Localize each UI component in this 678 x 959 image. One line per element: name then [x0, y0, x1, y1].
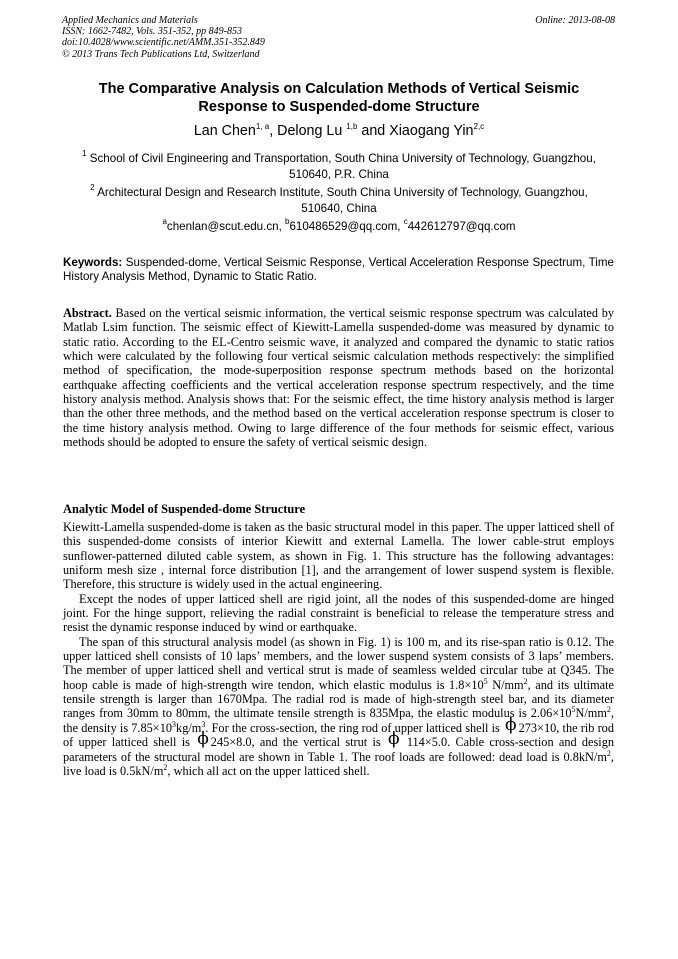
- p3-exp-4: 2: [606, 705, 611, 715]
- abstract-text: Based on the vertical seismic information, the vertical seismic response spectrum was calculated by Matlab Lsim function. The seismic effect of Kiewitt-Lamella suspended-dome was measured by dynamic to static ratio. According to the EL-Centro seismic wave, it analyzed and compared the dynamic to static ratios which were calculated by the following four vertical seismic calculation methods respectively: the simplified method of specification, the mode-superposition response spectrum methods based on the horizontal earthquake affecting coefficients and the vertical acceleration response spectrum respectively, and the time history analysis method. Analysis shows that: For the seismic effect, the time history analysis method is larger than the other three methods, and the method based on the vertical acceleration response spectrum is closer to the time history analysis method. Owing to large difference of the four methods for seismic effect, various methods should be adopted to ensure the safety of vertical seismic design.: [63, 306, 614, 450]
- paper-title: [56, 80, 622, 116]
- author-3: and Xiaogang Yin: [357, 123, 474, 139]
- affiliation-1-line-2: 510640, P.R. China: [289, 168, 389, 181]
- keywords: [63, 256, 614, 285]
- author-1-affil: 1, a: [255, 122, 270, 131]
- journal-name: Applied Mechanics and Materials: [62, 15, 198, 26]
- title-line-2: Response to Suspended-dome Structure: [198, 99, 480, 115]
- email-a-mark: a: [162, 217, 167, 226]
- author-2-affil: 1,b: [346, 122, 358, 131]
- affiliation-2-line-1: Architectural Design and Research Institute, South China University of Technology, Guangzhou,: [94, 186, 588, 199]
- issn-line: ISSN: 1662-7482, Vols. 351-352, pp 849-853: [62, 26, 242, 38]
- p3-exp-7: 2: [606, 748, 611, 758]
- p3-exp-5: 3: [172, 719, 177, 729]
- p3-text-c: , and its ultimate tensile strength is larger than 1670Mpa. The radial rod is made of high-strength steel bar, and its diameter ranges from 30mm to 80mm, the ultimate tensile strength is 835Mpa, the elastic modulus is 2.06×10: [63, 677, 614, 721]
- abstract: [63, 306, 614, 449]
- author-2: , Delong Lu: [269, 123, 347, 139]
- affiliation-2-mark: 2: [90, 183, 95, 192]
- p3-text-l: , which all act on the upper latticed shell.: [167, 763, 370, 778]
- affiliation-1-mark: 1: [82, 149, 87, 158]
- phi-symbol: ϕ: [387, 729, 400, 750]
- paragraph-2: Except the nodes of upper latticed shell are rigid joint, all the nodes of this suspended-dome are hinged joint. For the hinge support, relieving the radial constraint is beneficial to release the temperature stress and resist the dynamic response induced by wind or earthquake.: [63, 591, 614, 635]
- p3-exp-3: 5: [571, 705, 576, 715]
- email-c[interactable]: 442612797@qq.com: [407, 220, 516, 233]
- p3-exp-1: 5: [483, 676, 488, 686]
- p3-text-d: N/mm: [575, 706, 607, 721]
- title-line-1: The Comparative Analysis on Calculation Methods of Vertical Seismic: [98, 81, 580, 97]
- online-date: Online: 2013-08-08: [535, 15, 615, 26]
- p3-text-f: kg/m: [176, 720, 202, 735]
- author-3-affil: 2,c: [473, 122, 485, 131]
- paragraph-3: [63, 635, 614, 778]
- p3-exp-6: 3: [201, 719, 206, 729]
- p3-exp-8: 2: [163, 762, 168, 772]
- author-list: [56, 122, 622, 142]
- affiliation-2-line-2: 510640, China: [301, 202, 377, 215]
- email-b[interactable]: 610486529@qq.com,: [289, 220, 404, 233]
- keywords-text: Suspended-dome, Vertical Seismic Response, Vertical Acceleration Response Spectrum, Time History Analysis Method, Dynamic to Static Ratio.: [63, 256, 614, 284]
- p3-text-h: 273×10, the rib rod of upper latticed shell is: [63, 720, 614, 750]
- doi-line: doi:10.4028/www.scientific.net/AMM.351-352.849: [62, 37, 265, 49]
- abstract-label: Abstract.: [63, 306, 112, 320]
- journal-header: [62, 15, 265, 60]
- p3-exp-2: 2: [523, 676, 528, 686]
- paragraph-1: Kiewitt-Lamella suspended-dome is taken as the basic structural model in this paper. The upper latticed shell of this suspended-dome consists of interior Kiewitt and external Lamella. The lower cable-strut employs sunflower-patterned diluted cable system, as shown in Fig. 1. This structure has the following advantages: uniform mesh size , internal force distribution [1], and the arrangement of lower suspend system is flexible. Therefore, this structure is widely used in the actual engineering.: [63, 520, 614, 592]
- email-c-mark: c: [403, 217, 408, 226]
- p3-text-i: 245×8.0, and the vertical strut is: [210, 735, 386, 750]
- p3-text-k: , live load is 0.5kN/m: [63, 749, 614, 778]
- copyright-line: © 2013 Trans Tech Publications Ltd, Switzerland: [62, 48, 260, 60]
- p3-text-a: The span of this structural analysis model (as shown in Fig. 1) is 100 m, and its rise-span ratio is 0.12. The upper latticed shell consists of 10 laps’ members, and the lower suspend system consists of 3 laps’ members. The member of upper latticed shell and vertical strut is made of seamless welded circular tube at Q345. The hoop cable is made of high-strength wire tendon, which elastic modulus is 1.8×10: [63, 634, 614, 692]
- email-a[interactable]: chenlan@scut.edu.cn,: [166, 220, 286, 233]
- p3-text-b: N/mm: [487, 677, 524, 692]
- phi-symbol: ϕ: [505, 714, 517, 735]
- p3-text-j: 114×5.0. Cable cross-section and design parameters of the structural model are shown in Table 1. The roof loads are followed: dead load is 0.8kN/m: [63, 735, 614, 764]
- section-body: [63, 520, 614, 778]
- p3-text-e: , the density is 7.85×10: [63, 706, 614, 735]
- keywords-label: Keywords:: [63, 256, 123, 269]
- affiliation-1-line-1: School of Civil Engineering and Transportation, South China University of Technology, Guangzhou,: [86, 152, 596, 165]
- author-1: Lan Chen: [193, 123, 256, 139]
- section-heading: Analytic Model of Suspended-dome Structure: [63, 502, 306, 516]
- p3-text-g: . For the cross-section, the ring rod of upper latticed shell is: [205, 720, 504, 735]
- phi-symbol: ϕ: [197, 729, 209, 750]
- author-emails: [56, 219, 622, 235]
- affiliation-1: [56, 151, 622, 182]
- affiliation-2: [56, 185, 622, 216]
- email-b-mark: b: [285, 217, 290, 226]
